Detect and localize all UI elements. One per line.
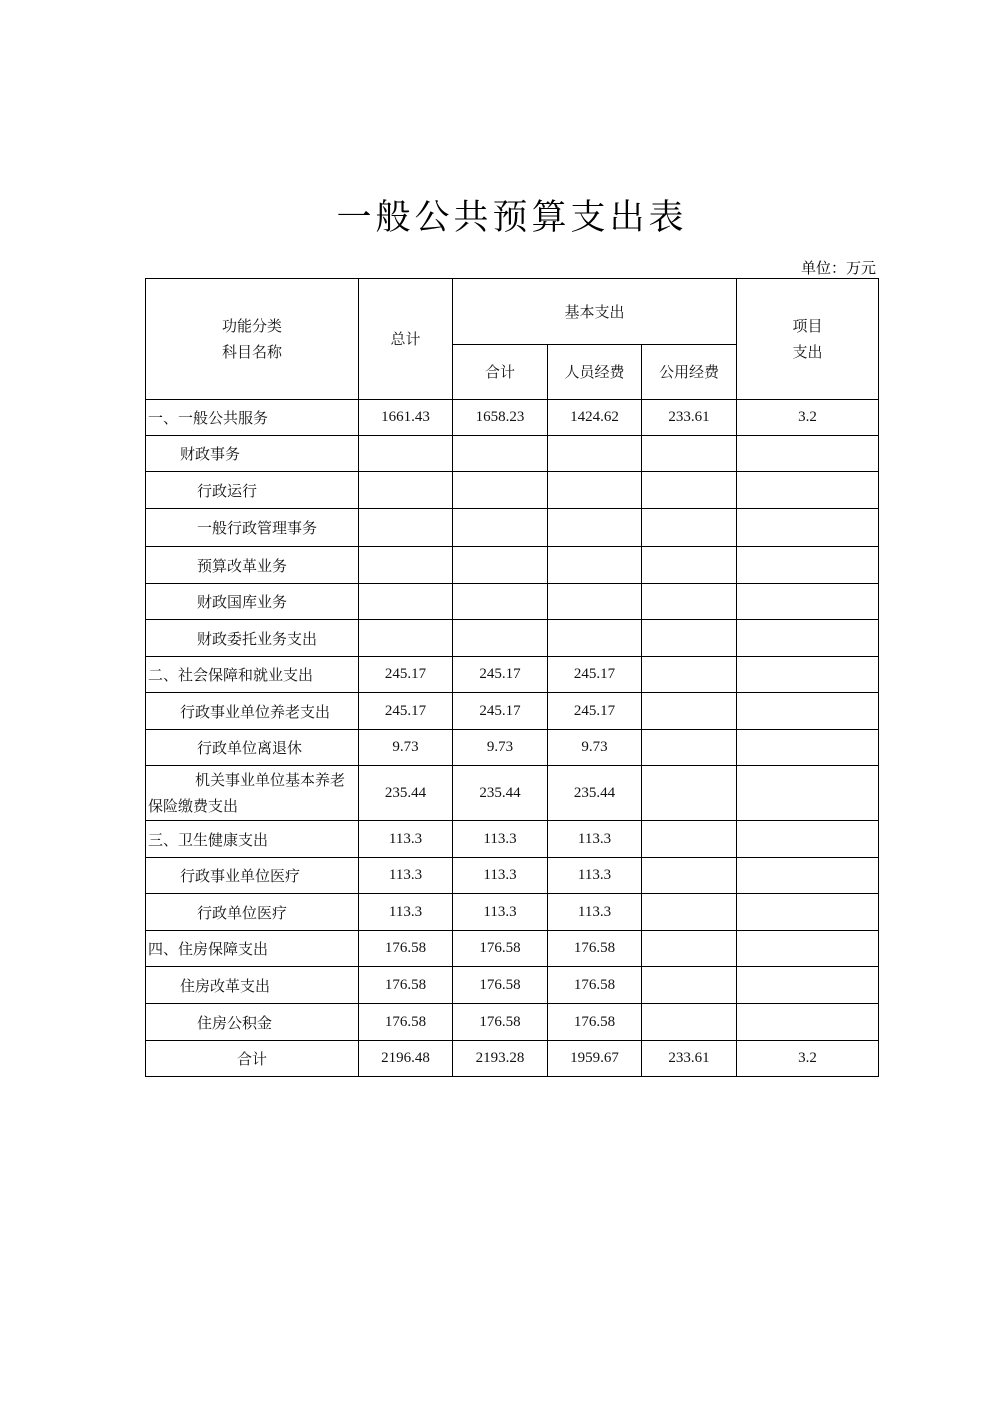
cell-personnel xyxy=(548,436,642,472)
header-public: 公用经费 xyxy=(642,345,737,400)
row-name: 财政国库业务 xyxy=(146,584,359,620)
row-name: 行政单位离退休 xyxy=(146,730,359,766)
cell-subtotal xyxy=(453,472,548,509)
table-row xyxy=(146,1004,879,1041)
cell-total xyxy=(359,584,453,620)
cell-subtotal: 176.58 xyxy=(453,967,548,1004)
cell-subtotal: 176.58 xyxy=(453,1004,548,1041)
cell-subtotal xyxy=(453,620,548,657)
row-name xyxy=(146,766,359,821)
row-name: 住房改革支出 xyxy=(146,967,359,1004)
cell-total: 176.58 xyxy=(359,967,453,1004)
cell-total: 1661.43 xyxy=(359,400,453,436)
cell-personnel: 1424.62 xyxy=(548,400,642,436)
header-project xyxy=(737,279,879,400)
cell-project xyxy=(737,584,879,620)
cell-total xyxy=(359,509,453,547)
cell-project xyxy=(737,472,879,509)
cell-subtotal: 176.58 xyxy=(453,931,548,967)
cell-subtotal: 235.44 xyxy=(453,766,548,821)
cell-project xyxy=(737,547,879,584)
cell-public xyxy=(642,547,737,584)
cell-personnel: 245.17 xyxy=(548,657,642,693)
cell-total: 113.3 xyxy=(359,894,453,931)
cell-personnel: 176.58 xyxy=(548,1004,642,1041)
table-row xyxy=(146,858,879,894)
cell-personnel: 235.44 xyxy=(548,766,642,821)
row-name: 二、社会保障和就业支出 xyxy=(146,657,359,693)
cell-personnel: 113.3 xyxy=(548,894,642,931)
cell-public xyxy=(642,894,737,931)
cell-personnel: 176.58 xyxy=(548,931,642,967)
cell-total: 113.3 xyxy=(359,858,453,894)
cell-subtotal: 113.3 xyxy=(453,858,548,894)
header-row-1 xyxy=(146,279,879,345)
cell-public xyxy=(642,472,737,509)
header-category xyxy=(146,279,359,400)
totals-row xyxy=(146,1041,879,1077)
cell-public xyxy=(642,821,737,858)
cell-total: 2196.48 xyxy=(359,1041,453,1077)
cell-total: 235.44 xyxy=(359,766,453,821)
cell-personnel xyxy=(548,584,642,620)
table-row xyxy=(146,821,879,858)
cell-total xyxy=(359,547,453,584)
table-row xyxy=(146,436,879,472)
cell-public xyxy=(642,730,737,766)
cell-public: 233.61 xyxy=(642,1041,737,1077)
table-row xyxy=(146,693,879,730)
cell-public xyxy=(642,967,737,1004)
cell-total: 245.17 xyxy=(359,657,453,693)
cell-public xyxy=(642,620,737,657)
cell-total: 245.17 xyxy=(359,693,453,730)
cell-subtotal: 9.73 xyxy=(453,730,548,766)
cell-subtotal xyxy=(453,584,548,620)
row-name-line1: 机关事业单位基本养老 xyxy=(195,771,346,789)
header-category-line1: 功能分类 xyxy=(221,317,282,335)
cell-personnel: 113.3 xyxy=(548,858,642,894)
table-row xyxy=(146,547,879,584)
cell-personnel xyxy=(548,509,642,547)
cell-subtotal: 1658.23 xyxy=(453,400,548,436)
header-category-line2: 科目名称 xyxy=(221,343,282,361)
table-row xyxy=(146,931,879,967)
cell-public xyxy=(642,1004,737,1041)
cell-personnel: 9.73 xyxy=(548,730,642,766)
row-name: 行政运行 xyxy=(146,472,359,509)
cell-subtotal xyxy=(453,547,548,584)
cell-personnel: 245.17 xyxy=(548,693,642,730)
header-basic: 基本支出 xyxy=(453,279,737,345)
cell-subtotal: 113.3 xyxy=(453,821,548,858)
cell-subtotal: 245.17 xyxy=(453,657,548,693)
row-name: 一、一般公共服务 xyxy=(146,400,359,436)
table-row xyxy=(146,509,879,547)
cell-project xyxy=(737,1004,879,1041)
cell-project xyxy=(737,436,879,472)
header-personnel: 人员经费 xyxy=(548,345,642,400)
cell-personnel xyxy=(548,472,642,509)
cell-project xyxy=(737,766,879,821)
table-row xyxy=(146,730,879,766)
cell-personnel: 176.58 xyxy=(548,967,642,1004)
cell-total: 176.58 xyxy=(359,931,453,967)
cell-total xyxy=(359,436,453,472)
cell-project xyxy=(737,821,879,858)
cell-project xyxy=(737,858,879,894)
totals-label: 合计 xyxy=(146,1041,359,1077)
cell-public xyxy=(642,766,737,821)
row-name: 预算改革业务 xyxy=(146,547,359,584)
table-row xyxy=(146,584,879,620)
header-subtotal: 合计 xyxy=(453,345,548,400)
row-name: 四、住房保障支出 xyxy=(146,931,359,967)
cell-public xyxy=(642,657,737,693)
row-name: 行政事业单位医疗 xyxy=(146,858,359,894)
cell-subtotal xyxy=(453,436,548,472)
cell-personnel xyxy=(548,547,642,584)
table-row xyxy=(146,620,879,657)
unit-label: 单位：万元 xyxy=(800,259,876,277)
cell-public xyxy=(642,931,737,967)
table-row xyxy=(146,472,879,509)
cell-project xyxy=(737,509,879,547)
cell-total xyxy=(359,620,453,657)
budget-table xyxy=(145,278,879,1077)
cell-subtotal: 245.17 xyxy=(453,693,548,730)
table-row xyxy=(146,967,879,1004)
cell-personnel: 113.3 xyxy=(548,821,642,858)
cell-project xyxy=(737,620,879,657)
cell-project xyxy=(737,931,879,967)
cell-public: 233.61 xyxy=(642,400,737,436)
row-name: 住房公积金 xyxy=(146,1004,359,1041)
row-name: 行政事业单位养老支出 xyxy=(146,693,359,730)
table-row xyxy=(146,766,879,821)
cell-subtotal xyxy=(453,509,548,547)
table-row xyxy=(146,400,879,436)
cell-total: 113.3 xyxy=(359,821,453,858)
row-name: 一般行政管理事务 xyxy=(146,509,359,547)
cell-public xyxy=(642,858,737,894)
cell-total: 9.73 xyxy=(359,730,453,766)
cell-personnel xyxy=(548,620,642,657)
cell-public xyxy=(642,693,737,730)
cell-public xyxy=(642,436,737,472)
cell-project xyxy=(737,894,879,931)
cell-subtotal: 2193.28 xyxy=(453,1041,548,1077)
cell-project: 3.2 xyxy=(737,1041,879,1077)
header-project-line1: 项目 xyxy=(792,317,823,335)
cell-public xyxy=(642,509,737,547)
cell-project: 3.2 xyxy=(737,400,879,436)
page-title: 一般公共预算支出表 xyxy=(336,198,688,238)
cell-public xyxy=(642,584,737,620)
cell-total xyxy=(359,472,453,509)
row-name: 财政委托业务支出 xyxy=(146,620,359,657)
row-name: 三、卫生健康支出 xyxy=(146,821,359,858)
header-total: 总计 xyxy=(359,279,453,400)
cell-total: 176.58 xyxy=(359,1004,453,1041)
cell-project xyxy=(737,693,879,730)
row-name-line2: 保险缴费支出 xyxy=(148,797,239,815)
cell-subtotal: 113.3 xyxy=(453,894,548,931)
cell-project xyxy=(737,967,879,1004)
row-name: 行政单位医疗 xyxy=(146,894,359,931)
row-name: 财政事务 xyxy=(146,436,359,472)
cell-project xyxy=(737,657,879,693)
cell-project xyxy=(737,730,879,766)
cell-personnel: 1959.67 xyxy=(548,1041,642,1077)
table-row xyxy=(146,894,879,931)
table-row xyxy=(146,657,879,693)
header-project-line2: 支出 xyxy=(792,343,823,361)
